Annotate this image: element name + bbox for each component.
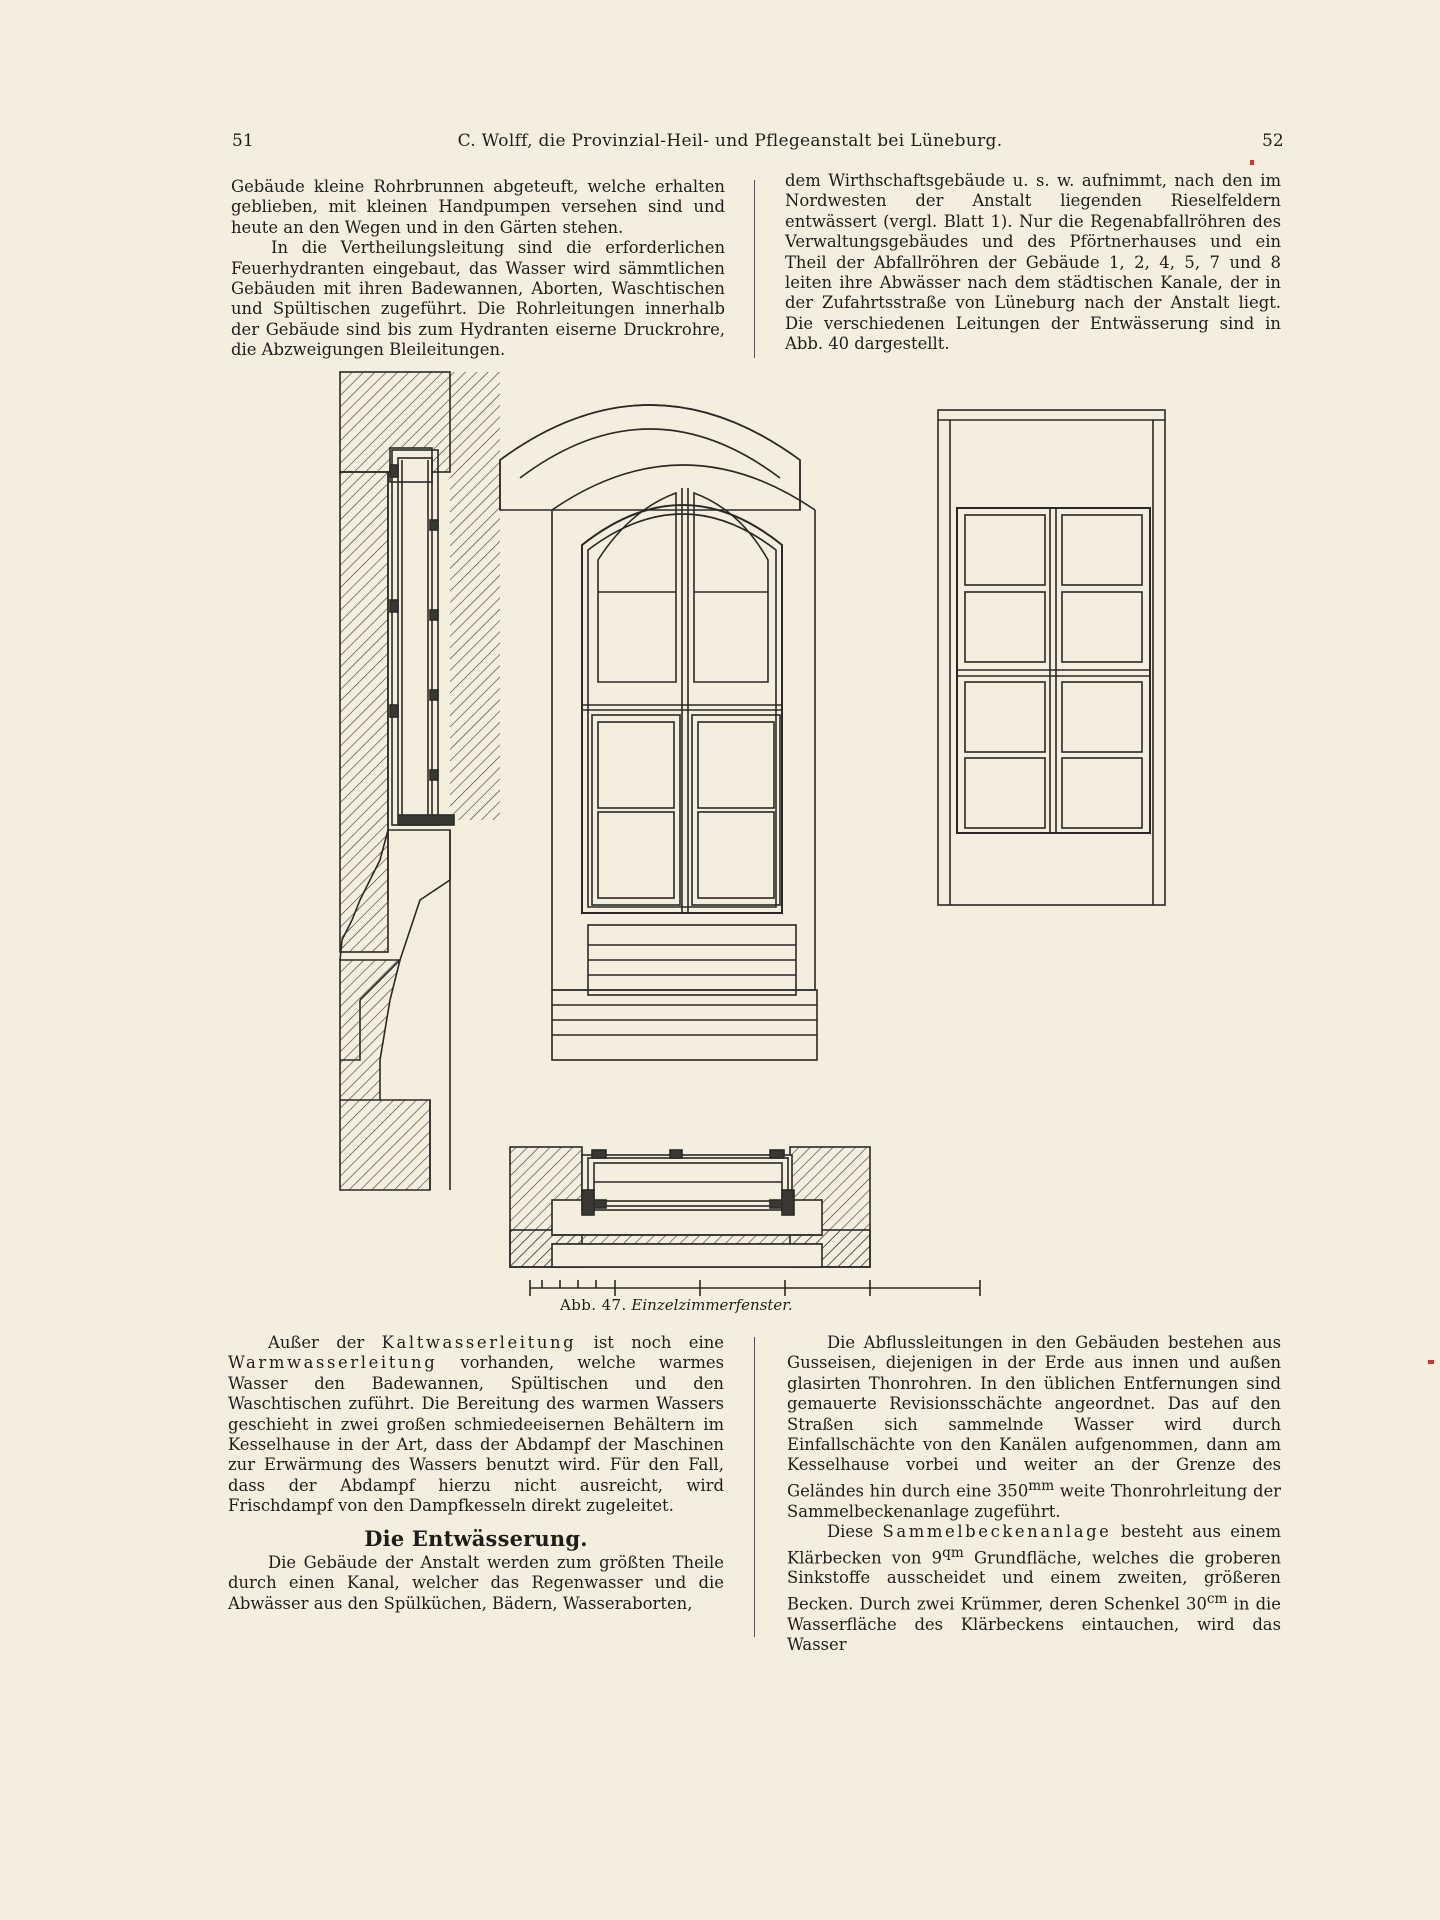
figure-label: Abb. 47. — [560, 1296, 627, 1314]
paragraph: Gebäude kleine Rohrbrunnen abgeteuft, welche erhalten geblieben, mit kleinen Handpumpen versehen sind und heute an den Wegen und in den Gärten stehen. — [231, 177, 725, 237]
text-column-top-right — [785, 171, 1281, 355]
paragraph: Die Gebäude der Anstalt werden zum größten Theile durch einen Kanal, welcher das Regenwasser und die Abwässer aus den Spülküchen, Bädern, Wasseraborten, — [228, 1553, 724, 1613]
text-run: in die Wasserfläche des Klärbeckens eintauchen, wird das Wasser — [787, 1594, 1282, 1655]
paragraph — [787, 1333, 1281, 1522]
unit-superscript: cm — [1206, 1590, 1228, 1607]
column-divider — [754, 180, 755, 358]
text-run: Die Abflussleitungen in den Gebäuden bestehen aus Gusseisen, diejenigen in der Erde aus innen und außen glasirten Thonrohren. In den üblichen Entfernungen sind gemauerte Revisionsschächte angeordnet. Das auf den Straßen sich sammelnde Wasser wird durch Einfallschächte von den Kanälen aufgenommen, dann am Kesselhause vorbei und weiter an der Grenze des Geländes hin durch eine 350 — [787, 1333, 1281, 1501]
text-column-top-left — [231, 177, 725, 361]
red-mark — [1250, 160, 1254, 165]
text-run: besteht aus einem Klärbecken von 9 — [787, 1522, 1281, 1567]
text-run: vorhanden, welche warmes Wasser den Badewannen, Spültischen und den Waschtischen zuführt. Die Bereitung des warmen Wassers geschieht in zwei großen schmiedeeisernen Behältern im Kesselhause in der Art, dass der Abdampf der Maschinen zur Erwärmung des Wassers benutzt wird. Für den Fall, dass der Abdampf hierzu nicht ausreicht, wird Frischdampf von den Dampfkesseln direkt zugeleitet. — [228, 1353, 724, 1516]
text-run: Grundfläche, welches die groberen Sinkstoffe ausscheidet und einem zweiten, größeren Becken. Durch zwei Krümmer, deren Schenkel 30 — [787, 1548, 1282, 1614]
column-divider — [754, 1337, 755, 1637]
page-number-right: 52 — [1262, 131, 1284, 151]
figure-caption — [560, 1296, 1040, 1314]
front-elevation-drawing — [500, 405, 817, 1060]
unit-superscript: qm — [942, 1544, 964, 1561]
window-drawing — [330, 360, 1210, 1300]
text-run: Außer der — [268, 1333, 365, 1352]
running-title: C. Wolff, die Provinzial-Heil- und Pflegeanstalt bei Lüneburg. — [457, 131, 1003, 151]
page-number-left: 51 — [232, 131, 254, 151]
figure-title: Einzelzimmerfenster. — [631, 1296, 793, 1314]
inside-elevation-drawing — [938, 410, 1165, 905]
section-heading: Die Entwässerung. — [364, 1525, 588, 1551]
text-run: weite Thonrohrleitung der Sammelbeckenanlage zugeführt. — [787, 1481, 1281, 1521]
paragraph — [228, 1333, 724, 1517]
vertical-section-drawing — [340, 372, 500, 1190]
spaced-term: Warmwasserleitung — [228, 1353, 438, 1373]
text-column-bottom-right — [787, 1333, 1281, 1656]
text-column-bottom-left — [228, 1333, 724, 1614]
text-run: Diese — [827, 1522, 874, 1542]
spaced-term: Kaltwasserleitung — [381, 1333, 577, 1352]
window-drawing-figure — [330, 360, 1210, 1300]
paragraph: dem Wirthschaftsgebäude u. s. w. aufnimmt, nach den im Nordwesten der Anstalt liegenden Rieselfeldern entwässert (vergl. Blatt 1). Nur die Regenabfallröhren des Verwaltungsgebäudes und des Pförtnerhauses und ein Theil der Abfallröhren der Gebäude 1, 2, 4, 5, 7 und 8 leiten ihre Abwässer nach dem städtischen Kanale, der in der Zufahrtsstraße von Lüneburg nach der Anstalt liegt. Die verschiedenen Leitungen der Entwässerung sind in Abb. 40 dargestellt. — [785, 171, 1281, 354]
unit-superscript: mm — [1028, 1477, 1055, 1494]
scale-bar — [530, 1280, 980, 1296]
spaced-term: Sammelbeckenanlage — [882, 1522, 1112, 1542]
text-run: ist noch eine — [593, 1333, 724, 1352]
paragraph — [787, 1522, 1281, 1655]
horizontal-section-drawing — [510, 1147, 870, 1267]
paragraph: In die Vertheilungsleitung sind die erforderlichen Feuerhydranten eingebaut, das Wasser wird sämmtlichen Gebäuden mit ihren Badewannen, Aborten, Waschtischen und Spültischen zugeführt. Die Rohrleitungen innerhalb der Gebäude sind bis zum Hydranten eiserne Druckrohre, die Abzweigungen Bleileitungen. — [231, 238, 725, 360]
red-mark — [1428, 1360, 1434, 1364]
